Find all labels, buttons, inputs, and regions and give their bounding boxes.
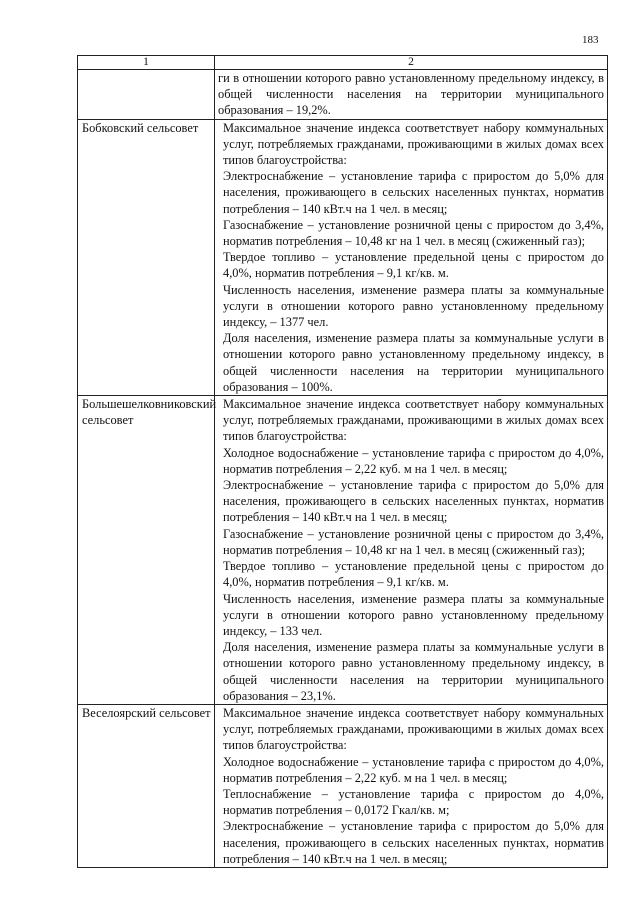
description-paragraph: Доля населения, изменение размера платы за коммунальные услуги в отношении которого равно установленному предельному индексу, в общей численности населения на территории муниципального образования – 100%. xyxy=(223,331,604,394)
description-paragraph: Численность населения, изменение размера платы за коммунальные услуги в отношении которого равно установленному предельному индексу, – 1377 чел. xyxy=(223,282,604,330)
municipality-name: Веселоярский сельсовет xyxy=(78,704,215,867)
table-row xyxy=(78,70,608,120)
description-paragraph: Доля населения, изменение размера платы за коммунальные услуги в отношении которого равно установленному предельному индексу, в общей численности населения на территории муниципального образования – 23,1%. xyxy=(223,640,604,703)
table-header-row xyxy=(78,56,608,70)
description-paragraph: Газоснабжение – установление розничной цены с приростом до 3,4%, норматив потребления – 10,48 кг на 1 чел. в месяц (сжиженный газ); xyxy=(223,217,604,249)
description-paragraph: Газоснабжение – установление розничной цены с приростом до 3,4%, норматив потребления – 10,48 кг на 1 чел. в месяц (сжиженный газ); xyxy=(223,526,604,557)
description-paragraph: Холодное водоснабжение – установление тарифа с приростом до 4,0%, норматив потребления – 2,22 куб. м на 1 чел. в месяц; xyxy=(223,445,604,476)
description-paragraph: Максимальное значение индекса соответствует набору коммунальных услуг, потребляемых гражданами, проживающими в жилых домах всех типов благоустройства: xyxy=(223,397,604,444)
municipality-description xyxy=(215,396,608,705)
description-paragraph: Численность населения, изменение размера платы за коммунальные услуги в отношении которого равно установленному предельному индексу, – 133 чел. xyxy=(223,591,604,638)
table-row xyxy=(78,396,608,705)
municipality-name xyxy=(78,70,215,120)
description-paragraph: ги в отношении которого равно установленному предельному индексу, в общей численности населения на территории муниципального образования – 19,2%. xyxy=(218,71,604,118)
municipality-description xyxy=(215,119,608,395)
description-paragraph: Твердое топливо – установление предельной цены с приростом до 4,0%, норматив потребления – 9,1 кг/кв. м. xyxy=(223,559,604,590)
municipality-name: Бобковский сельсовет xyxy=(78,119,215,395)
municipality-description xyxy=(215,704,608,867)
description-paragraph: Максимальное значение индекса соответствует набору коммунальных услуг, потребляемых гражданами, проживающими в жилых домах всех типов благоустройства: xyxy=(223,120,604,168)
document-table xyxy=(77,55,608,868)
description-paragraph: Теплоснабжение – установление тарифа с приростом до 4,0%, норматив потребления – 0,0172 Гкал/кв. м; xyxy=(223,786,604,818)
description-paragraph: Электроснабжение – установление тарифа с приростом до 5,0% для населения, проживающего в сельских населенных пунктах, норматив потребления – 140 кВт.ч на 1 чел. в месяц; xyxy=(223,169,604,216)
page-number: 183 xyxy=(582,34,599,46)
description-paragraph: Холодное водоснабжение – установление тарифа с приростом до 4,0%, норматив потребления – 2,22 куб. м на 1 чел. в месяц; xyxy=(223,754,604,785)
municipality-name: Большешелковниковский сельсовет xyxy=(78,396,215,705)
table-row xyxy=(78,119,608,395)
column-header-2: 2 xyxy=(215,56,608,70)
description-paragraph: Электроснабжение – установление тарифа с приростом до 5,0% для населения, проживающего в сельских населенных пунктах, норматив потребления – 140 кВт.ч на 1 чел. в месяц; xyxy=(223,819,604,866)
description-paragraph: Максимальное значение индекса соответствует набору коммунальных услуг, потребляемых гражданами, проживающими в жилых домах всех типов благоустройства: xyxy=(223,705,604,753)
municipality-description xyxy=(215,70,608,120)
description-paragraph: Электроснабжение – установление тарифа с приростом до 5,0% для населения, проживающего в сельских населенных пунктах, норматив потребления – 140 кВт.ч на 1 чел. в месяц; xyxy=(223,478,604,525)
description-paragraph: Твердое топливо – установление предельной цены с приростом до 4,0%, норматив потребления – 9,1 кг/кв. м. xyxy=(223,250,604,281)
column-header-1: 1 xyxy=(78,56,215,70)
table-row xyxy=(78,704,608,867)
